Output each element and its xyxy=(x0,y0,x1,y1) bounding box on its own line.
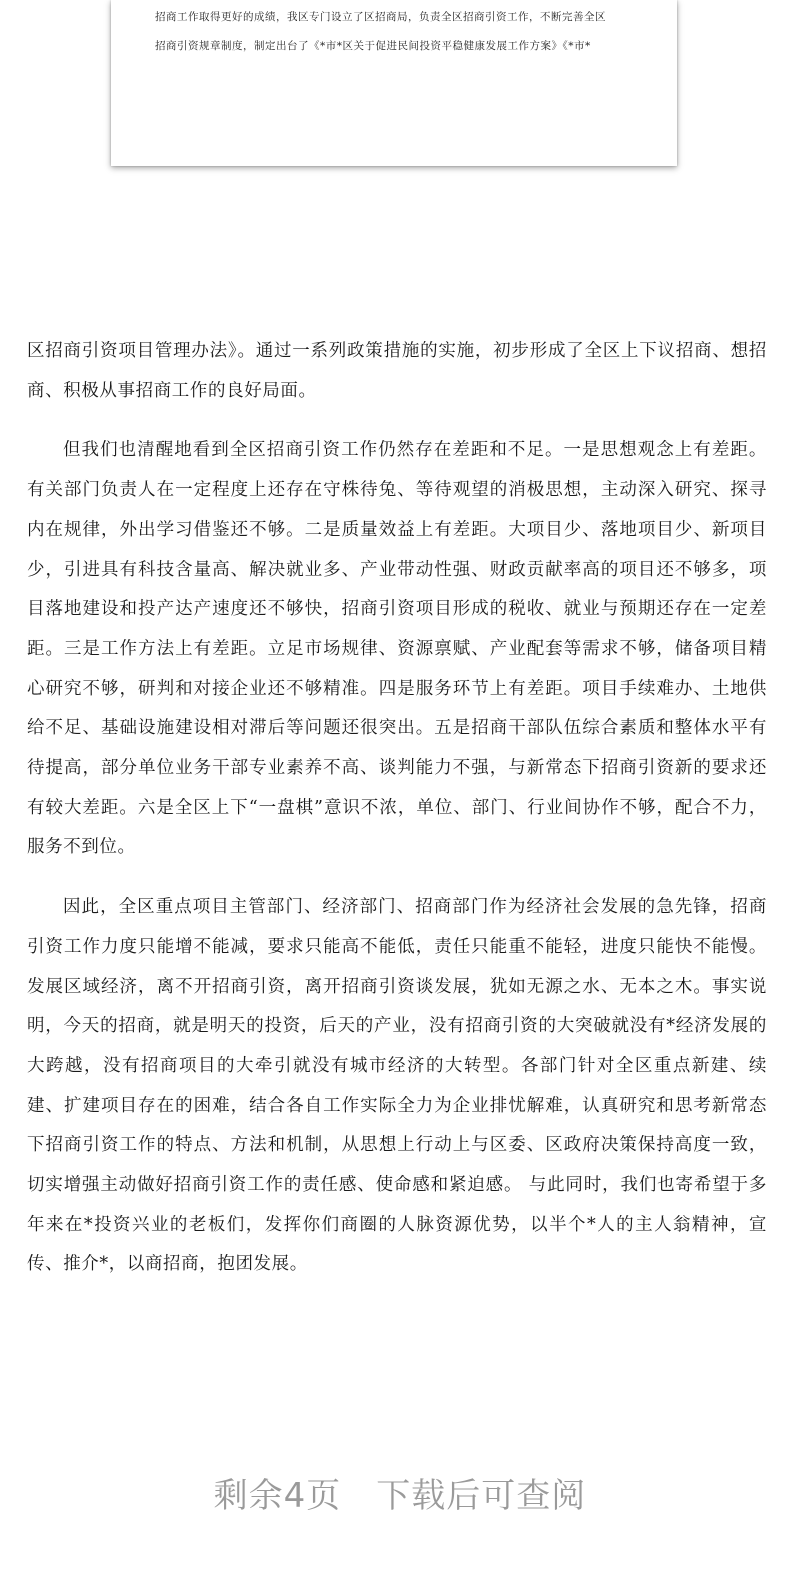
remaining-pages-notice[interactable]: 剩余4页 下载后可查阅 xyxy=(213,1476,587,1516)
paragraph-continuation: 区招商引资项目管理办法》。通过一系列政策措施的实施，初步形成了全区上下议招商、想招商、积极从事招商工作的良好局面。 xyxy=(27,341,767,401)
previous-page-preview xyxy=(111,0,677,166)
preview-line-1: 招商工作取得更好的成绩，我区专门设立了区招商局，负责全区招商引资工作，不断完善全区 xyxy=(155,11,606,23)
paragraph-gaps: 但我们也清醒地看到全区招商引资工作仍然存在差距和不足。一是思想观念上有差距。有关部门负责人在一定程度上还存在守株待兔、等待观望的消极思想，主动深入研究、探寻内在规律，外出学习借鉴还不够。二是质量效益上有差距。大项目少、落地项目少、新项目少，引进具有科技含量高、解决就业多、产业带动性强、财政贡献率高的项目还不够多，项目落地建设和投产达产速度还不够快，招商引资项目形成的税收、就业与预期还存在一定差距。三是工作方法上有差距。立足市场规律、资源禀赋、产业配套等需求不够，储备项目精心研究不够，研判和对接企业还不够精准。四是服务环节上有差距。项目手续难办、土地供给不足、基础设施建设相对滞后等问题还很突出。五是招商干部队伍综合素质和整体水平有待提高，部分单位业务干部专业素养不高、谈判能力不强，与新常态下招商引资新的要求还有较大差距。六是全区上下“一盘棋”意识不浓，单位、部门、行业间协作不够，配合不力，服务不到位。 xyxy=(27,440,767,858)
paragraph-conclusion: 因此，全区重点项目主管部门、经济部门、招商部门作为经济社会发展的急先锋，招商引资工作力度只能增不能减，要求只能高不能低，责任只能重不能轻，进度只能快不能慢。发展区域经济，离不开招商引资，离开招商引资谈发展，犹如无源之水、无本之木。事实说明，今天的招商，就是明天的投资，后天的产业，没有招商引资的大突破就没有*经济发展的大跨越，没有招商项目的大牵引就没有城市经济的大转型。各部门针对全区重点新建、续建、扩建项目存在的困难，结合各自工作实际全力为企业排忧解难，认真研究和思考新常态下招商引资工作的特点、方法和机制，从思想上行动上与区委、区政府决策保持高度一致，切实增强主动做好招商引资工作的责任感、使命感和紧迫感。 与此同时，我们也寄希望于多年来在*投资兴业的老板们，发挥你们商圈的人脉资源优势，以半个*人的主人翁精神，宣传、推介*，以商招商，抱团发展。 xyxy=(27,897,767,1275)
document-body xyxy=(27,332,767,1285)
preview-line-2: 招商引资规章制度，制定出台了《*市*区关于促进民间投资平稳健康发展工作方案》《*市* xyxy=(155,40,591,52)
